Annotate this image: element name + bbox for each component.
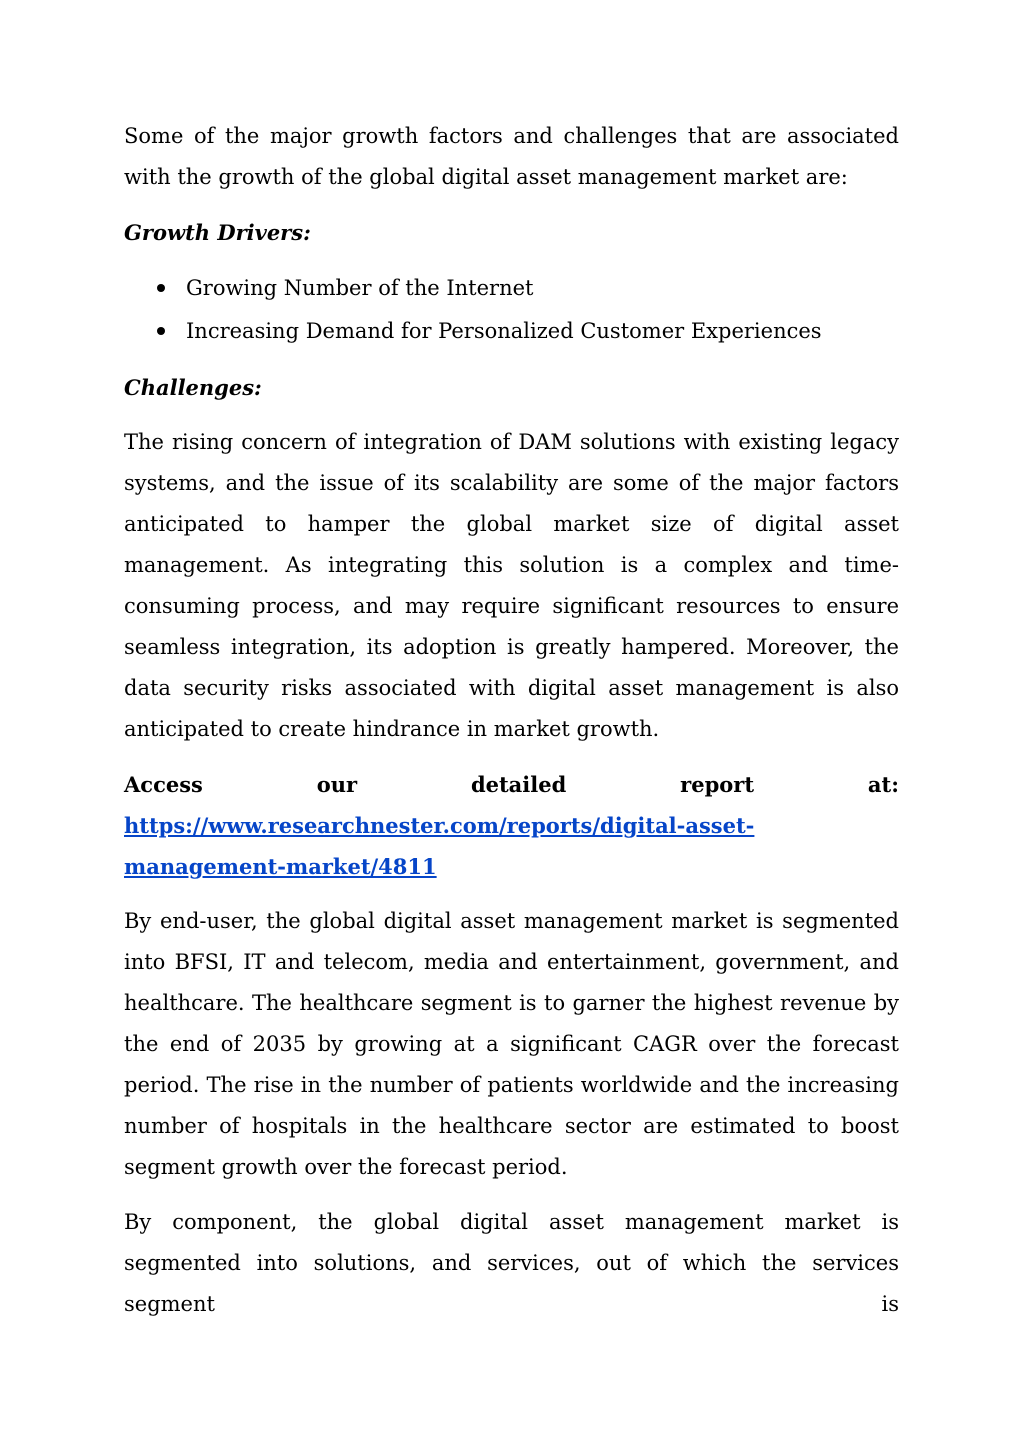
report-link-line-1[interactable]: https://www.researchnester.com/reports/digital-asset- bbox=[124, 813, 755, 838]
challenges-heading: Challenges: bbox=[124, 375, 262, 400]
document-page bbox=[124, 116, 899, 1325]
report-link[interactable] bbox=[124, 813, 754, 879]
bullet-icon bbox=[157, 284, 165, 292]
list-item-text: Growing Number of the Internet bbox=[186, 276, 534, 300]
access-word: report bbox=[680, 772, 755, 797]
access-report-label bbox=[124, 764, 899, 805]
growth-drivers-heading: Growth Drivers: bbox=[124, 220, 311, 245]
list-item-text: Increasing Demand for Personalized Customer Experiences bbox=[186, 319, 822, 343]
access-word: our bbox=[316, 772, 358, 797]
component-paragraph bbox=[124, 1202, 899, 1325]
access-report-block bbox=[124, 764, 899, 887]
growth-drivers-list bbox=[124, 267, 899, 353]
bullet-icon bbox=[157, 327, 165, 335]
intro-paragraph: Some of the major growth factors and challenges that are associated with the growth of the global digital asset management market are: bbox=[124, 124, 899, 189]
access-word: Access bbox=[124, 772, 203, 797]
challenges-paragraph: The rising concern of integration of DAM solutions with existing legacy systems, and the issue of its scalability are some of the major factors anticipated to hamper the global market size of digital asset management. As integrating this solution is a complex and time-consuming process, and may require significant resources to ensure seamless integration, its adoption is greatly hampered. Moreover, the data security risks associated with digital asset management is also anticipated to create hindrance in market growth. bbox=[124, 430, 899, 741]
component-paragraph-text: By component, the global digital asset management market is segmented into solutions, and services, out of which the services segment is bbox=[124, 1210, 899, 1316]
access-word: detailed bbox=[470, 772, 567, 797]
end-user-paragraph: By end-user, the global digital asset management market is segmented into BFSI, IT and telecom, media and entertainment, government, and healthcare. The healthcare segment is to garner the highest revenue by the end of 2035 by growing at a significant CAGR over the forecast period. The rise in the number of patients worldwide and the increasing number of hospitals in the healthcare sector are estimated to boost segment growth over the forecast period. bbox=[124, 909, 899, 1179]
report-link-line-2[interactable]: management-market/4811 bbox=[124, 854, 437, 879]
list-item bbox=[124, 310, 899, 353]
list-item bbox=[124, 267, 899, 310]
access-word: at: bbox=[867, 772, 899, 797]
